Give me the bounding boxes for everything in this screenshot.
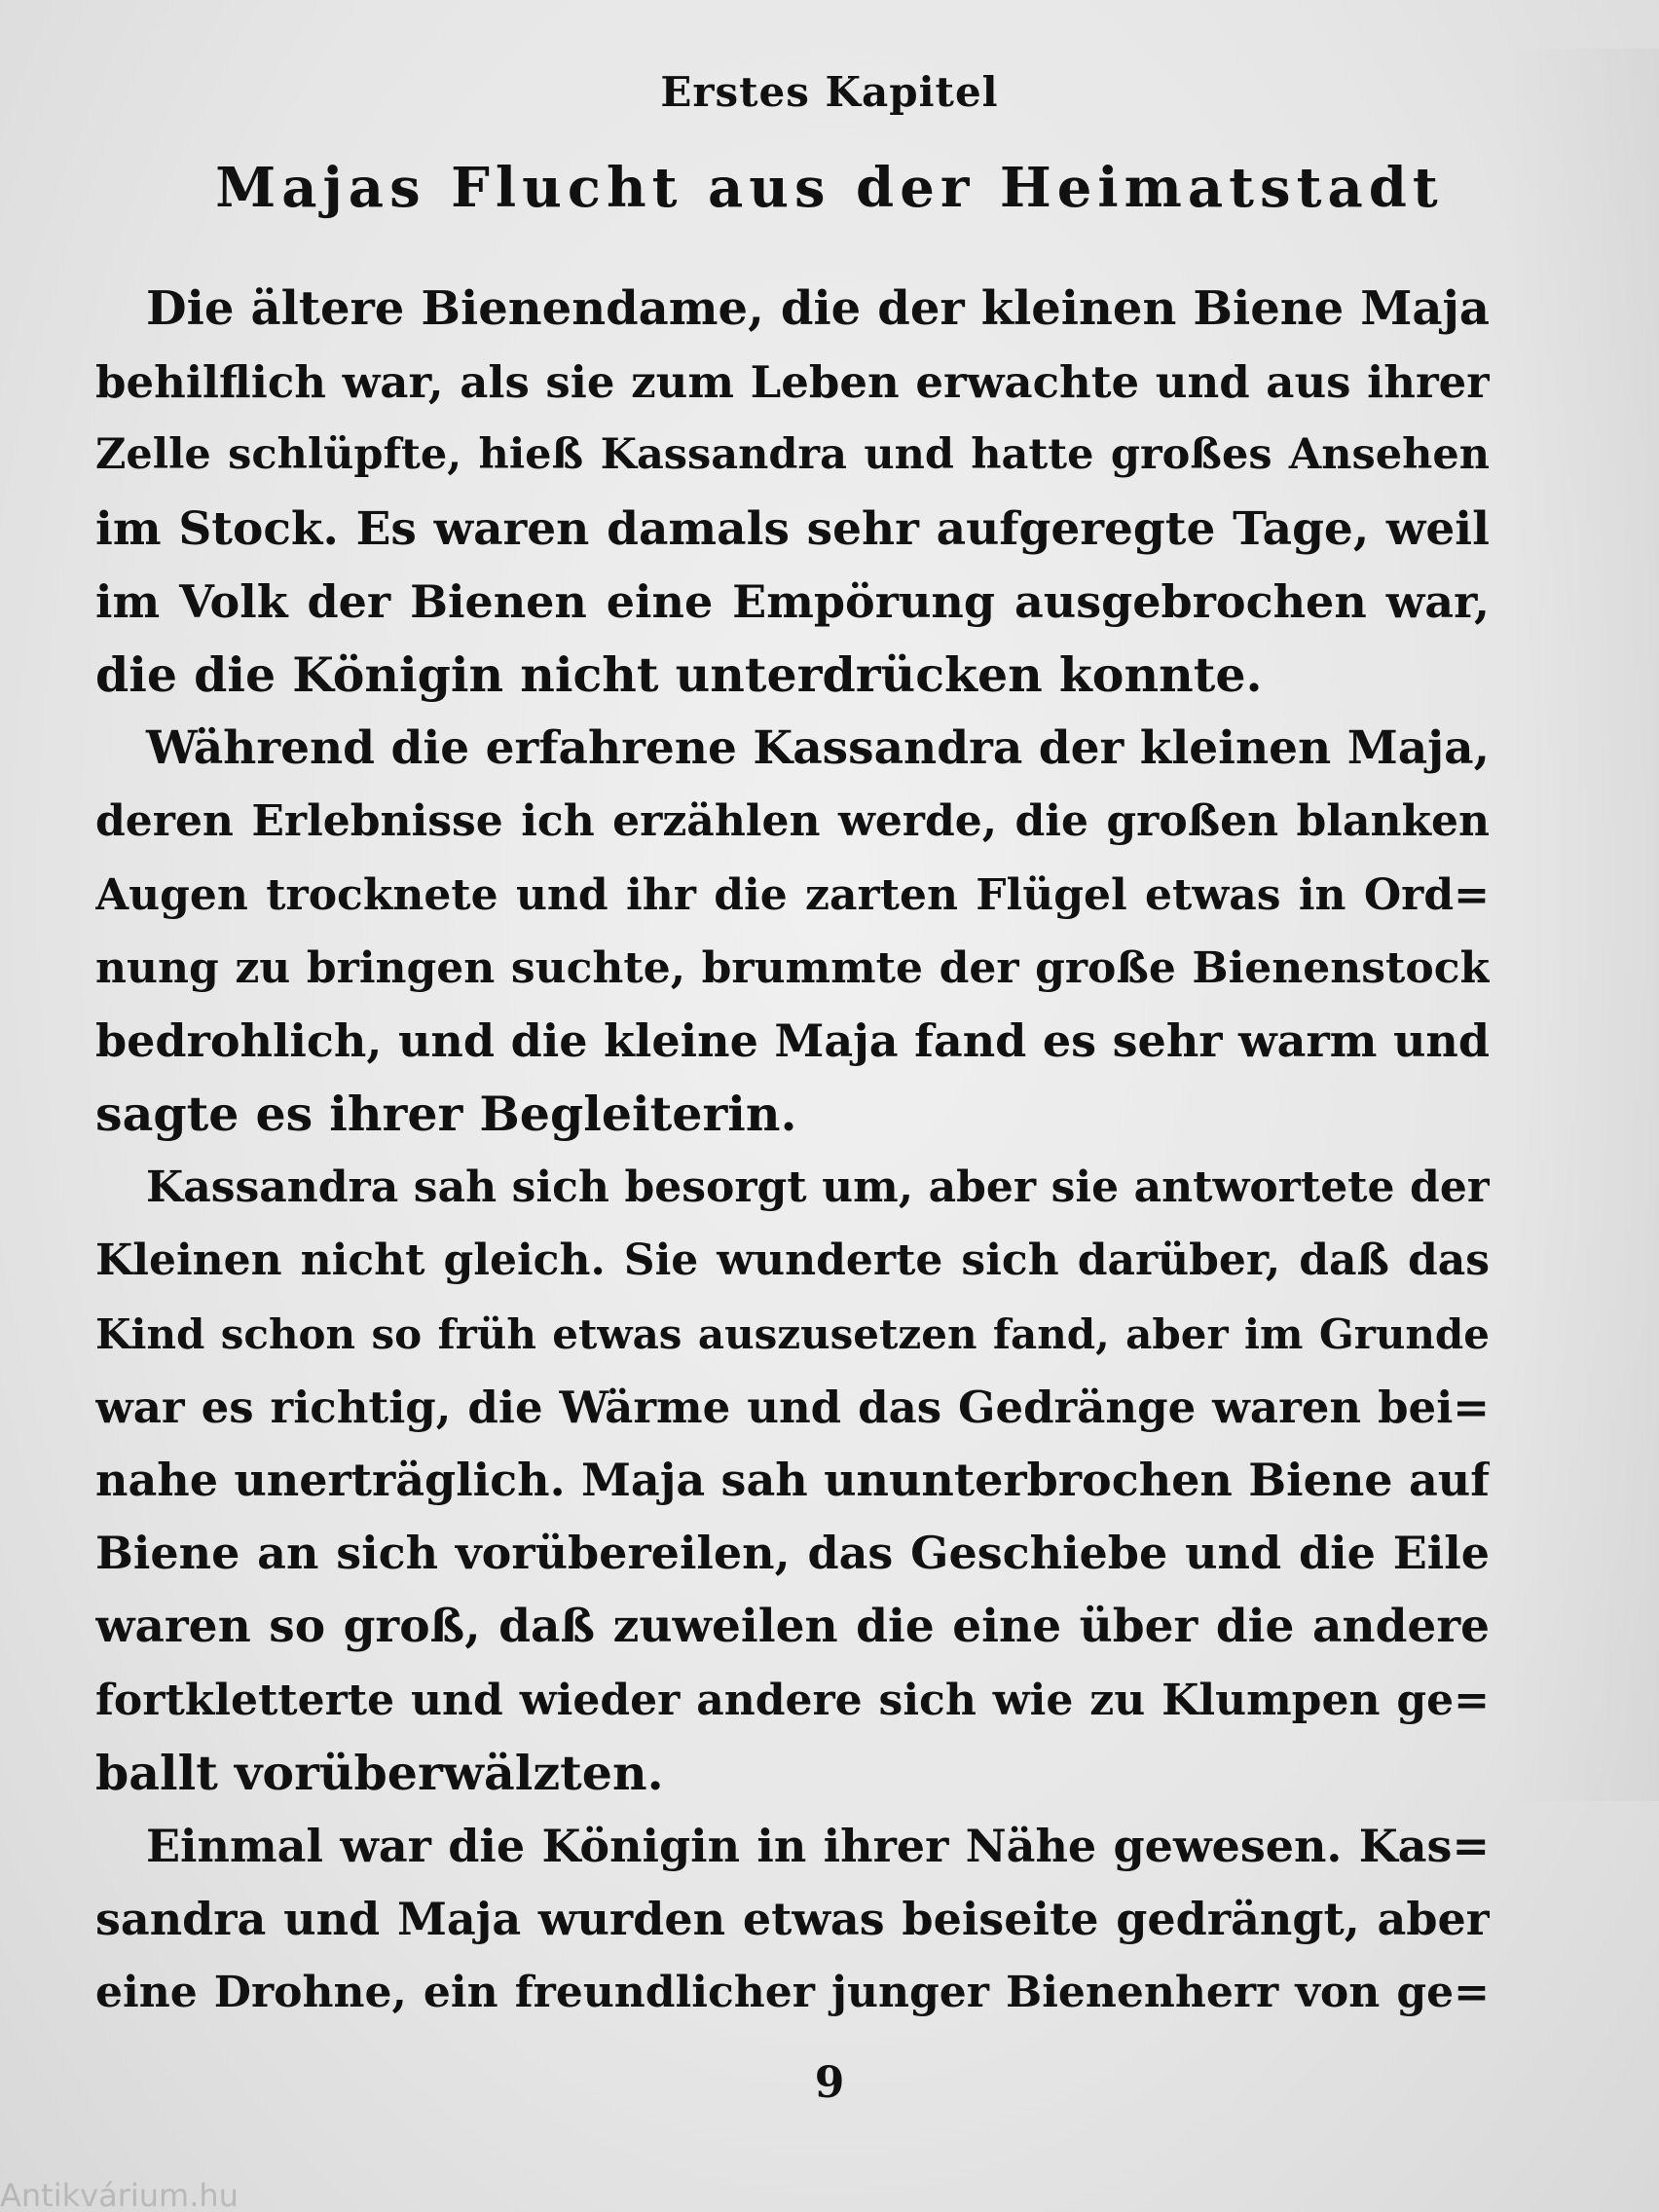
text-line: Kind schon so früh etwas auszusetzen fand, aber im Grunde [95, 1309, 1490, 1358]
paragraph-1 [95, 273, 1490, 712]
text-line: Während die erfahrene Kassandra der kleinen Maja, [146, 721, 1490, 776]
text-line: Kleinen nicht gleich. Sie wunderte sich darüber, daß das [95, 1235, 1490, 1286]
paragraph-3 [95, 1151, 1490, 1810]
text-line: nahe unerträglich. Maja sah ununterbrochen Biene auf [95, 1454, 1490, 1506]
text-line: behilflich war, als sie zum Leben erwachte und aus ihrer [95, 356, 1490, 409]
bleed-through-shadow [1503, 49, 1659, 1801]
text-line: sagte es ihrer Begleiterin. [95, 1086, 797, 1143]
chapter-title: Majas Flucht aus der Heimatstadt [215, 156, 1444, 220]
text-line: Augen trocknete und ihr die zarten Flügel etwas in Ord= [95, 869, 1490, 920]
text-line: deren Erlebnisse ich erzählen werde, die großen blanken [95, 796, 1490, 847]
text-line: bedrohlich, und die kleine Maja fand es sehr warm und [95, 1014, 1490, 1067]
text-line: fortkletterte und wieder andere sich wie zu Klumpen ge= [95, 1675, 1490, 1725]
chapter-label: Erstes Kapitel [660, 68, 999, 116]
text-line: die die Königin nicht unterdrücken konnte. [95, 645, 1263, 703]
page-number: 9 [814, 2058, 845, 2108]
text-line: ballt vorüberwälzten. [95, 1744, 664, 1801]
text-line: Zelle schlüpfte, hieß Kassandra und hatte großes Ansehen [95, 430, 1490, 480]
text-line: waren so groß, daß zuweilen die eine über die andere [95, 1600, 1490, 1654]
text-line: nung zu bringen suchte, brummte der große Bienenstock [95, 942, 1490, 993]
paragraph-4 [95, 1810, 1490, 2030]
text-line: eine Drohne, ein freundlicher junger Bienenherr von ge= [95, 1968, 1490, 2018]
text-line: Die ältere Bienendame, die der kleinen Biene Maja [146, 281, 1490, 336]
text-line: im Volk der Bienen eine Empörung ausgebrochen war, [95, 574, 1490, 628]
text-line: war es richtig, die Wärme und das Gedränge waren bei= [95, 1381, 1490, 1433]
watermark-text: Antikvárium.hu [0, 2179, 239, 2212]
paragraph-2 [95, 712, 1490, 1151]
text-line: Kassandra sah sich besorgt um, aber sie antwortete der [146, 1162, 1490, 1213]
text-line: sandra und Maja wurden etwas beiseite gedrängt, aber [95, 1893, 1490, 1946]
body-text [95, 273, 1490, 2030]
text-line: im Stock. Es waren damals sehr aufgeregte Tage, weil [95, 501, 1490, 556]
text-line: Einmal war die Königin in ihrer Nähe gewesen. Kas= [146, 1819, 1490, 1872]
text-line: Biene an sich vorübereilen, das Geschiebe und die Eile [95, 1527, 1490, 1580]
